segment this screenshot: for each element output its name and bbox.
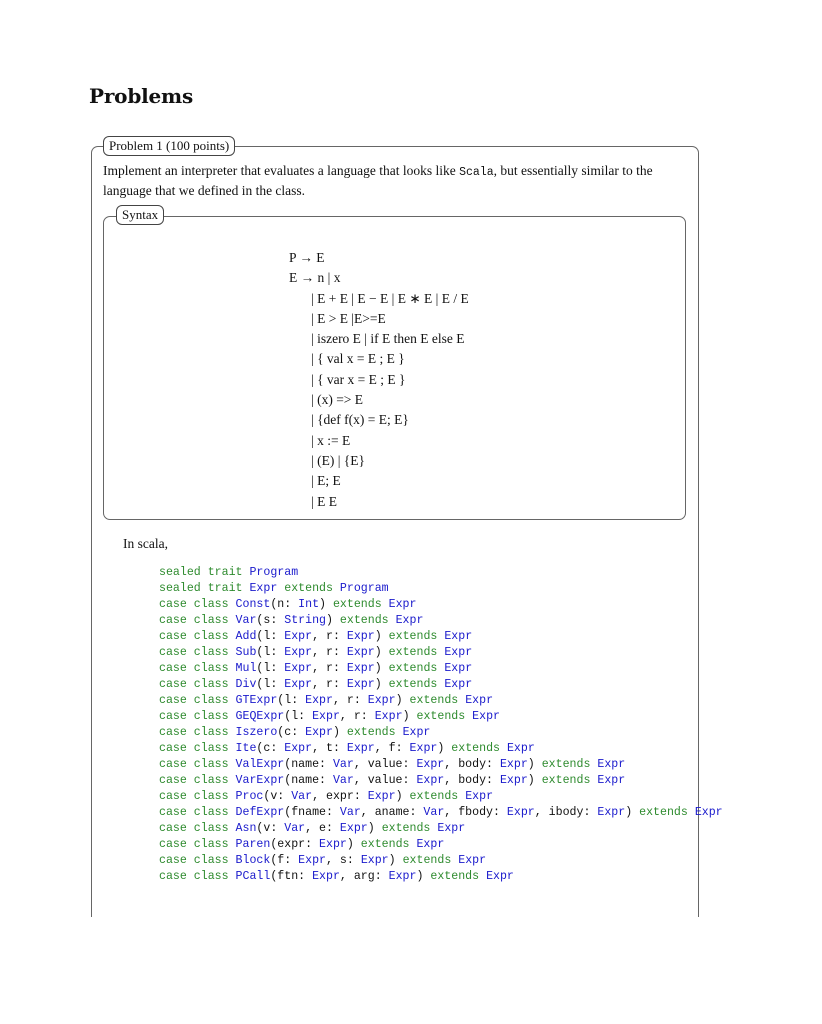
code-line [159, 741, 723, 757]
code-type-name: Var [423, 806, 445, 819]
code-type-name: Expr [346, 630, 375, 643]
code-line [159, 725, 723, 741]
code-text: ) [374, 678, 389, 691]
code-keyword: extends [360, 838, 417, 851]
code-type-name: Expr [305, 694, 333, 707]
code-type-name: Expr [346, 646, 375, 659]
code-type-name: Expr [416, 774, 445, 787]
code-type-name: Iszero [235, 726, 278, 739]
code-keyword: case class [159, 646, 236, 659]
code-type-name: Expr [305, 726, 333, 739]
code-text: ) [625, 806, 640, 819]
code-text: ) [319, 598, 333, 611]
code-text: , r: [312, 678, 347, 691]
code-type-name: Program [249, 566, 299, 579]
code-text: (fname: [284, 806, 340, 819]
code-line [159, 773, 723, 789]
code-keyword: extends [409, 790, 466, 803]
code-text: , r: [312, 646, 347, 659]
code-keyword: case class [159, 726, 236, 739]
code-keyword: extends [541, 758, 598, 771]
code-line [159, 805, 723, 821]
code-keyword: extends [388, 678, 445, 691]
code-keyword: case class [159, 598, 236, 611]
code-keyword: sealed trait [159, 582, 250, 595]
code-type-name: Ite [235, 742, 257, 755]
code-type-name: Var [339, 806, 361, 819]
grammar-line: | E E [311, 493, 337, 509]
code-type-name: Div [235, 678, 257, 691]
code-text: (c: [277, 726, 306, 739]
code-type-name: Expr [409, 742, 438, 755]
code-type-name: Paren [235, 838, 271, 851]
code-type-name: String [284, 614, 326, 627]
code-type-name: Expr [458, 854, 487, 867]
code-type-name: Expr [444, 662, 473, 675]
code-type-name: Expr [465, 790, 494, 803]
code-line [159, 581, 723, 597]
code-text: , value: [353, 774, 417, 787]
code-keyword: extends [416, 710, 473, 723]
code-keyword: case class [159, 822, 236, 835]
grammar-line: E → n | x [289, 270, 341, 286]
code-text: (l: [256, 662, 285, 675]
code-line [159, 661, 723, 677]
code-type-name: Expr [388, 598, 417, 611]
grammar-rules [289, 248, 469, 512]
code-type-name: Var [332, 774, 354, 787]
grammar-line: P → E [289, 250, 325, 265]
code-line [159, 693, 723, 709]
code-keyword: extends [541, 774, 598, 787]
code-type-name: ValExpr [235, 758, 285, 771]
code-type-name: Expr [284, 646, 313, 659]
code-line [159, 789, 723, 805]
code-text: (expr: [270, 838, 320, 851]
code-type-name: Expr [360, 854, 389, 867]
code-type-name: Var [284, 822, 306, 835]
code-type-name: Sub [235, 646, 257, 659]
code-text: , r: [312, 630, 347, 643]
in-scala-text: In scala, [123, 536, 168, 551]
code-text: ) [367, 822, 382, 835]
code-line [159, 853, 723, 869]
code-type-name: Expr [312, 870, 340, 883]
code-type-name: Expr [597, 758, 626, 771]
code-keyword: extends [388, 662, 445, 675]
code-line [159, 597, 723, 613]
code-type-name: Expr [499, 758, 528, 771]
code-type-name: Expr [444, 678, 473, 691]
code-keyword: case class [159, 694, 236, 707]
code-text: , arg: [339, 870, 389, 883]
code-keyword: extends [339, 614, 396, 627]
code-type-name: Add [235, 630, 257, 643]
page-heading: Problems [89, 84, 194, 108]
code-keyword: sealed trait [159, 566, 250, 579]
code-text: , s: [326, 854, 361, 867]
code-type-name: Mul [235, 662, 257, 675]
code-text: , body: [444, 774, 500, 787]
code-keyword: case class [159, 790, 236, 803]
code-type-name: GTExpr [235, 694, 278, 707]
code-keyword: case class [159, 854, 236, 867]
code-keyword: case class [159, 806, 236, 819]
code-type-name: Expr [298, 854, 327, 867]
code-keyword: extends [430, 870, 487, 883]
code-type-name: Expr [319, 838, 347, 851]
code-text: (l: [256, 678, 285, 691]
code-keyword: extends [388, 646, 445, 659]
code-keyword: case class [159, 630, 236, 643]
syntax-label: Syntax [116, 205, 164, 225]
code-keyword: extends [388, 630, 445, 643]
code-type-name: Int [298, 598, 320, 611]
code-type-name: Expr [444, 630, 473, 643]
code-line [159, 613, 723, 629]
code-text: , t: [312, 742, 347, 755]
code-line [159, 645, 723, 661]
code-type-name: Expr [499, 774, 528, 787]
code-text: , body: [444, 758, 500, 771]
code-type-name: Program [339, 582, 389, 595]
grammar-line: | E + E | E − E | E ∗ E | E / E [311, 290, 469, 306]
grammar-line: | (x) => E [311, 392, 364, 408]
code-type-name: Proc [235, 790, 264, 803]
scala-code-block [159, 565, 723, 885]
code-keyword: extends [332, 598, 389, 611]
code-line [159, 629, 723, 645]
code-type-name: Expr [367, 790, 396, 803]
code-type-name: Var [235, 614, 257, 627]
code-text: (ftn: [270, 870, 313, 883]
code-text: ) [527, 758, 542, 771]
code-keyword: extends [402, 854, 459, 867]
code-text: (n: [270, 598, 299, 611]
code-text: ) [346, 838, 361, 851]
code-keyword: extends [409, 694, 466, 707]
code-type-name: Var [332, 758, 354, 771]
code-text: , r: [332, 694, 368, 707]
code-text: (s: [256, 614, 285, 627]
grammar-line: | { var x = E ; E } [311, 371, 406, 387]
code-type-name: GEQExpr [235, 710, 285, 723]
code-type-name: Expr [597, 806, 626, 819]
code-text: ) [326, 614, 340, 627]
code-line [159, 821, 723, 837]
problem-label: Problem 1 (100 points) [103, 136, 235, 156]
code-text: , r: [339, 710, 375, 723]
code-type-name: Expr [444, 646, 473, 659]
code-type-name: Expr [312, 710, 340, 723]
code-text: , fbody: [444, 806, 507, 819]
code-line [159, 869, 723, 885]
code-line [159, 709, 723, 725]
code-text: ) [416, 870, 431, 883]
code-type-name: Expr [465, 694, 494, 707]
code-text: (f: [270, 854, 299, 867]
code-type-name: VarExpr [235, 774, 285, 787]
code-type-name: Block [235, 854, 271, 867]
code-type-name: Expr [597, 774, 626, 787]
intro-inline-code: Scala [459, 166, 494, 179]
code-keyword: case class [159, 870, 236, 883]
code-text: ) [374, 646, 389, 659]
code-type-name: Expr [416, 838, 445, 851]
code-line [159, 565, 723, 581]
code-type-name: Expr [367, 694, 396, 707]
code-keyword: case class [159, 742, 236, 755]
code-text: , aname: [360, 806, 424, 819]
code-type-name: Expr [694, 806, 723, 819]
code-text: ) [437, 742, 452, 755]
grammar-line: | x := E [311, 432, 351, 448]
code-text: (l: [256, 630, 285, 643]
code-type-name: Const [235, 598, 271, 611]
code-text: (l: [284, 710, 313, 723]
code-text: , e: [305, 822, 340, 835]
code-type-name: DefExpr [235, 806, 285, 819]
code-keyword: extends [277, 582, 340, 595]
code-keyword: case class [159, 758, 236, 771]
code-type-name: Expr [284, 630, 313, 643]
code-text: ) [527, 774, 542, 787]
code-type-name: Expr [374, 710, 403, 723]
code-text: , value: [353, 758, 417, 771]
code-keyword: extends [639, 806, 695, 819]
grammar-line: | E; E [311, 473, 341, 489]
code-keyword: case class [159, 614, 236, 627]
code-text: (l: [277, 694, 306, 707]
code-keyword: case class [159, 678, 236, 691]
code-keyword: case class [159, 710, 236, 723]
code-keyword: case class [159, 774, 236, 787]
code-type-name: Expr [506, 806, 535, 819]
code-text: ) [402, 710, 417, 723]
grammar-line: | { val x = E ; E } [311, 351, 405, 367]
code-text: ) [388, 854, 403, 867]
code-type-name: Expr [472, 710, 500, 723]
code-keyword: extends [451, 742, 507, 755]
code-text: , f: [374, 742, 410, 755]
code-text: ) [374, 630, 389, 643]
code-type-name: Expr [346, 662, 375, 675]
code-text: (name: [284, 758, 333, 771]
code-type-name: Expr [284, 662, 313, 675]
code-type-name: Expr [284, 742, 313, 755]
code-text: (c: [256, 742, 285, 755]
code-text: (v: [256, 822, 285, 835]
code-line [159, 677, 723, 693]
intro-text-after: , but essentially similar to the language that we defined in the class. [103, 163, 653, 198]
code-type-name: Expr [402, 726, 431, 739]
code-type-name: Expr [339, 822, 368, 835]
code-type-name: Expr [249, 582, 278, 595]
grammar-line: | (E) | {E} [311, 452, 365, 468]
code-type-name: Expr [388, 870, 417, 883]
intro-text-before: Implement an interpreter that evaluates a language that looks like [103, 163, 460, 178]
grammar-line: | iszero E | if E then E else E [311, 331, 465, 347]
code-keyword: case class [159, 662, 236, 675]
code-text: ) [332, 726, 347, 739]
code-type-name: Var [291, 790, 313, 803]
code-text: (v: [263, 790, 292, 803]
code-keyword: case class [159, 838, 236, 851]
grammar-line: | E > E |E>=E [311, 310, 386, 326]
code-type-name: Expr [395, 614, 424, 627]
code-type-name: Expr [284, 678, 313, 691]
code-type-name: Asn [235, 822, 257, 835]
code-type-name: Expr [486, 870, 514, 883]
code-keyword: extends [381, 822, 438, 835]
grammar-line: | {def f(x) = E; E} [311, 412, 409, 428]
code-text: (name: [284, 774, 333, 787]
code-keyword: extends [346, 726, 403, 739]
code-type-name: Expr [506, 742, 535, 755]
code-type-name: PCall [235, 870, 271, 883]
code-type-name: Expr [346, 678, 375, 691]
code-type-name: Expr [437, 822, 466, 835]
problem-intro [103, 162, 693, 200]
code-text: , expr: [312, 790, 368, 803]
code-type-name: Expr [416, 758, 445, 771]
code-text: , ibody: [534, 806, 598, 819]
code-text: , r: [312, 662, 347, 675]
code-line [159, 837, 723, 853]
code-text: ) [374, 662, 389, 675]
code-line [159, 757, 723, 773]
code-type-name: Expr [346, 742, 375, 755]
code-text: ) [395, 694, 410, 707]
code-text: (l: [256, 646, 285, 659]
code-text: ) [395, 790, 410, 803]
